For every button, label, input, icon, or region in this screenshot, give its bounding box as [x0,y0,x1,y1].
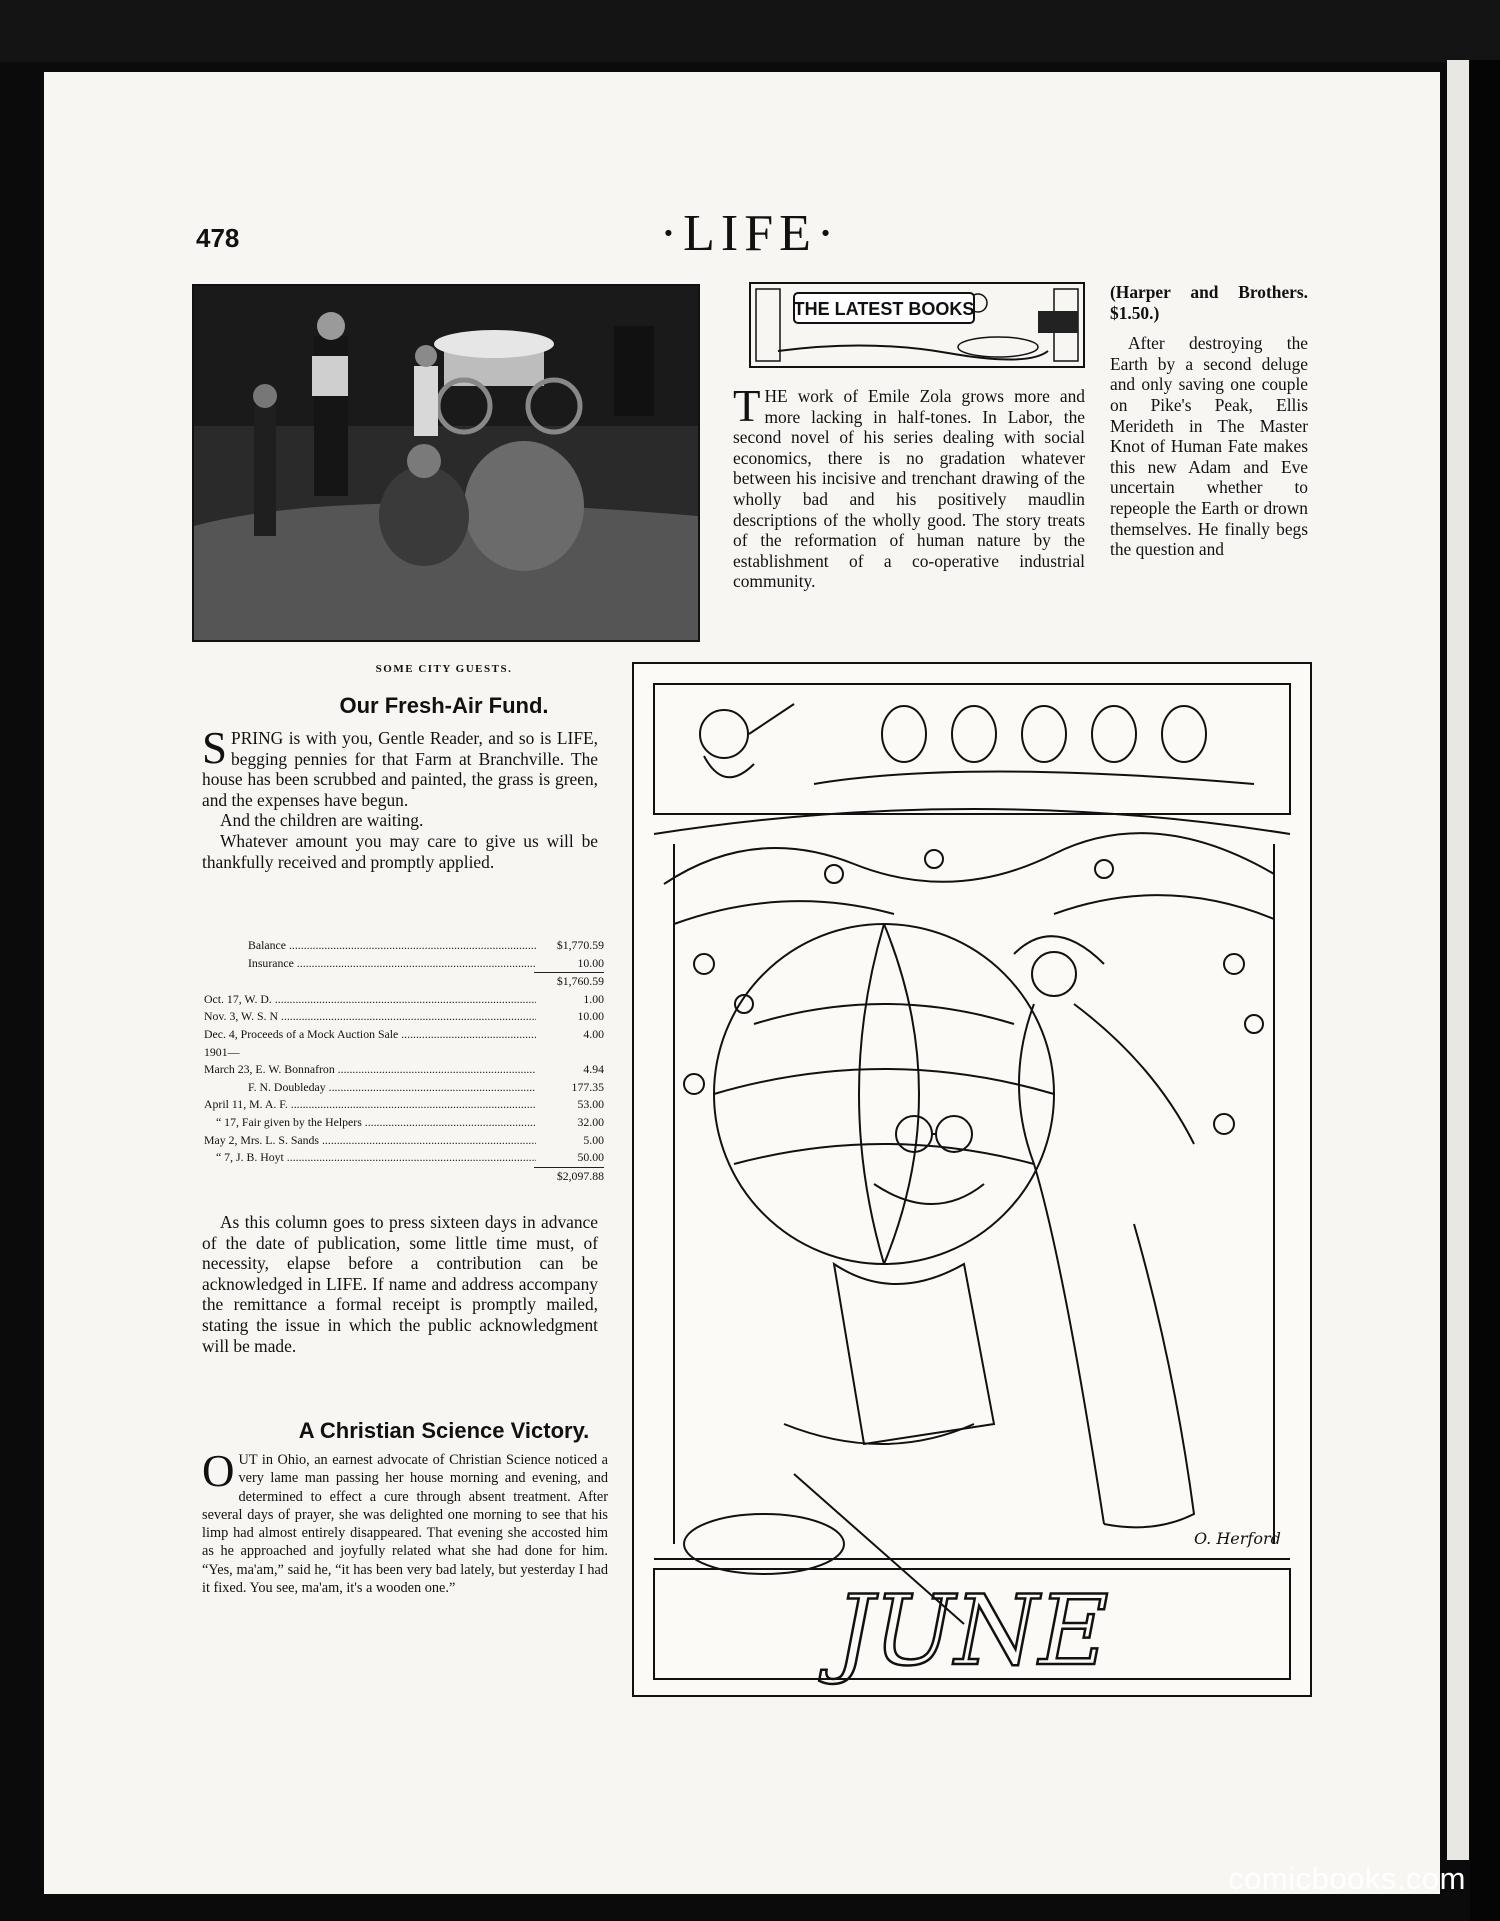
june-illustration [632,662,1312,1697]
ledger-amount: 5.00 [583,1132,604,1147]
christian-science-body [202,1446,608,1597]
christian-science-text: UT in Ohio, an earnest advocate of Christian Science noticed a very lame man passing her house morning and evening, and determined to effect a cure through absent treatment. After several days of prayer, she was delighted one morning to see that his limp had almost entirely disappeared. That evening she accosted him as he approached and joyfully related what she had done for him. “Yes, ma'am,” said he, “it has been very bad lately, but yesterday I had it fixed. You see, ma'am, it's a wooden one.” [202,1452,608,1597]
ledger-label: May 2, Mrs. L. S. Sands ..... [204,1132,536,1150]
ledger-row [204,1044,604,1062]
ledger-row [204,1079,604,1097]
ledger-label: “ 7, J. B. Hoyt ..... [216,1149,536,1167]
ledger-label: Oct. 17, W. D. ..... [204,991,536,1009]
fund-note: As this column goes to press sixteen days in advance of the date of publication, some little time must, of necessity, elapse before a contribution can be acknowledged in LIFE. If name and address accompany the remittance a formal receipt is promptly mailed, stating the issue in which the public acknowledgment will be made. [202,1212,598,1356]
page-number: 478 [196,223,240,253]
ledger-label: Balance ..... [248,937,536,955]
ledger-row [204,1114,604,1132]
fund-paragraph-3: Whatever amount you may care to give us will be thankfully received and promptly applied. [202,830,598,872]
ledger-label [204,1168,536,1186]
ledger-amount: 177.35 [571,1079,604,1094]
ledger-row [204,955,604,973]
ledger-row [204,1008,604,1026]
book-review-zola [733,381,1085,592]
publisher-note: (Harper and Brothers. $1.50.) [1110,282,1308,323]
ledger-amount: 4.00 [583,1026,604,1041]
fresh-air-fund-heading: Our Fresh-Air Fund. [339,693,549,718]
ledger-label [204,973,536,991]
ledger-label: Nov. 3, W. S. N ..... [204,1008,536,1026]
donation-ledger [204,937,604,1185]
dropcap: O [202,1446,235,1496]
ledger-label: April 11, M. A. F. ..... [204,1096,536,1114]
ledger-row [204,991,604,1009]
ledger-label: 1901— [204,1044,240,1059]
scan-right-border [1470,60,1500,1921]
ledger-label: “ 17, Fair given by the Helpers ..... [216,1114,536,1132]
ledger-amount: 32.00 [577,1114,604,1129]
facing-page-edge [1447,60,1469,1860]
ledger-row [204,1061,604,1079]
book-review-side-column [1110,282,1308,560]
ledger-amount: 10.00 [577,1009,604,1024]
latest-books-banner [748,281,1086,369]
ledger-row [204,1096,604,1114]
banner-ornament [748,281,1086,369]
ledger-label: March 23, E. W. Bonnafron ..... [204,1061,536,1079]
watermark: comicbooks.com [1228,1861,1466,1896]
artist-signature: O. Herford [1194,1529,1281,1548]
fund-paragraph-2: And the children are waiting. [220,810,424,831]
fresh-air-fund-body [202,723,598,872]
ledger-row [204,1026,604,1044]
ledger-amount: 53.00 [577,1097,604,1112]
dropcap: S [202,723,228,773]
ledger-label: Dec. 4, Proceeds of a Mock Auction Sale ..... [204,1026,536,1044]
fund-paragraph-1 [202,723,598,810]
ledger-row [204,1149,604,1167]
photo-city-guests [192,284,700,642]
review-text: HE work of Emile Zola grows more and more lacking in half-tones. In Labor, the second novel of his series dealing with social economics, there is no gradation whatever between his incisive and trenchant drawing of the wholly bad and his positively maudlin descriptions of the wholly good. The story treats of the reformation of human nature by the establishment of a co-operative industrial community. [733,386,1085,592]
banner-title: THE LATEST BOOKS [793,299,975,319]
fund-paragraph-1-text: PRING is with you, Gentle Reader, and so is LIFE, begging pennies for that Farm at Branchville. The house has been scrubbed and painted, the grass is green, and the expenses have begun. [202,728,598,810]
photo-caption: SOME CITY GUESTS. [375,663,513,675]
dropcap: T [733,381,761,431]
review-paragraph [733,381,1085,592]
fund-closing-paragraph [202,1212,598,1356]
ledger-label: Insurance ..... [248,955,536,973]
merideth-review: After destroying the Earth by a second deluge and only saving one couple on Pike's Peak, Ellis Merideth in The Master Knot of Human Fate makes this new Adam and Eve uncertain whether to repeople the Earth or drown themselves. He finally begs the question and [1110,333,1308,560]
ledger-label: F. N. Doubleday ..... [248,1079,536,1097]
ledger-amount: $1,760.59 [556,974,604,989]
june-drawing [634,664,1310,1695]
ledger-amount: 50.00 [577,1150,604,1165]
masthead: ·LIFE· [659,205,841,262]
scan-top-border [0,0,1500,62]
ledger-amount: 1.00 [583,991,604,1006]
ledger-row [204,937,604,955]
june-lettering: JUNE [835,1575,1109,1687]
ledger-total [204,973,604,991]
ledger-amount: 10.00 [577,955,604,970]
ledger-amount: $1,770.59 [556,938,604,952]
ledger-row [204,1132,604,1150]
ledger-total [204,1168,604,1186]
christian-science-heading: A Christian Science Victory. [298,1418,590,1443]
ledger-amount: 4.94 [583,1062,604,1077]
ledger-amount: $2,097.88 [556,1168,604,1183]
photo-illustration [194,286,698,640]
ledger-amount [536,1044,604,1062]
